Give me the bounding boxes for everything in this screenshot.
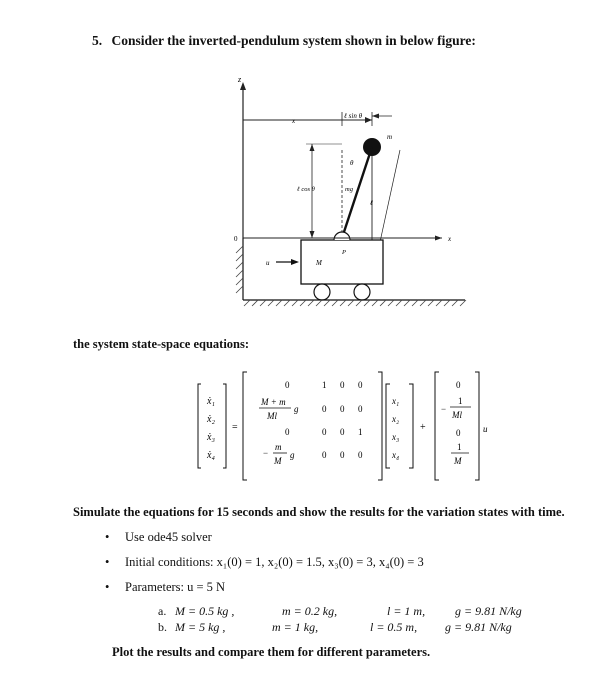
a-11: 0: [285, 380, 290, 390]
equals-sign: =: [232, 422, 238, 433]
top-dimension-arrow: [365, 117, 372, 123]
x-1: x₁: [392, 396, 400, 406]
cart-mass-label: M: [316, 259, 322, 267]
lhs-1: ẋ₁: [207, 396, 215, 407]
state-space-label: the system state-space equations:: [73, 337, 250, 351]
bullet-dot: •: [105, 555, 110, 569]
wheel-right: [354, 284, 370, 300]
mg-label: mg: [345, 186, 353, 193]
a-22: 0: [322, 404, 327, 414]
a-44: 0: [358, 450, 363, 460]
input-u: u: [483, 424, 488, 434]
question-number: 5.: [92, 33, 103, 48]
a-42: 0: [322, 450, 327, 460]
a-14: 0: [358, 380, 363, 390]
bullet-text: Parameters: u = 5 N: [125, 580, 226, 594]
bullet-dot: •: [105, 580, 110, 594]
b-4-denominator: M: [454, 456, 462, 466]
param-M: M = 5 kg ,: [175, 620, 226, 634]
row-tag: b.: [158, 620, 167, 634]
cart: [301, 240, 383, 284]
b-2-denominator: Ml: [452, 410, 462, 420]
inverted-pendulum-figure: [220, 70, 470, 310]
state-vector: [386, 384, 413, 468]
bullet-text: Use ode45 solver: [125, 530, 212, 544]
a-41-minus: −: [263, 448, 269, 458]
a-41-numerator: m: [275, 442, 282, 452]
bullet-item: [105, 555, 424, 570]
x-4: x₄: [392, 450, 400, 460]
lhs-3: ẋ₃: [207, 432, 215, 443]
m-label: m: [387, 133, 393, 141]
b-4-numerator: 1: [457, 442, 462, 452]
l-sin-theta-label: ℓ sin θ: [344, 112, 363, 120]
param-m: m = 0.2 kg,: [282, 604, 338, 618]
bullet-dot: •: [105, 530, 110, 544]
l-cos-theta-label: ℓ cos θ: [297, 186, 315, 193]
plus-sign: +: [420, 422, 426, 433]
a-33: 0: [340, 427, 345, 437]
a-21-numerator: M + m: [261, 397, 286, 407]
z-axis-label: z: [238, 75, 242, 84]
pivot-label: P: [342, 249, 346, 256]
b-2-numerator: 1: [458, 396, 463, 406]
lcos-arrow-bottom: [310, 231, 315, 238]
x-2: x₂: [392, 414, 400, 424]
ground-hatch: [244, 300, 466, 306]
wheel-left: [314, 284, 330, 300]
question-title: [92, 33, 476, 49]
a-31: 0: [285, 427, 290, 437]
param-l: l = 1 m,: [387, 604, 426, 618]
param-g: g = 9.81 N/kg: [455, 604, 522, 618]
l-label: ℓ: [370, 199, 373, 207]
bullet-item: [105, 530, 212, 545]
origin-label: 0: [234, 235, 238, 243]
force-arrow: [291, 259, 299, 265]
a-34: 1: [358, 427, 363, 437]
closing-instruction: Plot the results and compare them for different parameters.: [112, 645, 431, 659]
a-21-g: g: [294, 404, 299, 414]
l-dimension: [380, 150, 400, 242]
a-41-g: g: [290, 450, 295, 460]
param-M: M = 0.5 kg ,: [175, 604, 235, 618]
top-x-label: x: [292, 117, 296, 125]
force-label: u: [266, 259, 270, 267]
lsin-arrow: [372, 114, 379, 119]
a-12: 1: [322, 380, 327, 390]
x-axis-label: x: [448, 235, 452, 243]
param-l: l = 0.5 m,: [370, 620, 418, 634]
b-1: 0: [456, 380, 461, 390]
b-3: 0: [456, 428, 461, 438]
lhs-vector: [198, 384, 226, 468]
bullet-item: [105, 580, 226, 595]
a-13: 0: [340, 380, 345, 390]
b-2-minus: −: [441, 404, 447, 414]
row-tag: a.: [158, 604, 167, 618]
a-32: 0: [322, 427, 327, 437]
wall-hatch: [236, 246, 243, 293]
question-text: Consider the inverted-pendulum system shown in below figure:: [111, 33, 476, 48]
x-3: x₃: [392, 432, 400, 442]
param-g: g = 9.81 N/kg: [445, 620, 512, 634]
theta-label: θ: [350, 159, 354, 167]
x-axis-arrow: [435, 236, 442, 241]
input-vector: [435, 372, 479, 480]
a-21-denominator: Ml: [267, 411, 277, 421]
lcos-arrow-top: [310, 144, 315, 151]
param-m: m = 1 kg,: [272, 620, 319, 634]
lhs-4: ẋ₄: [207, 450, 215, 461]
state-space-equation: [195, 370, 495, 485]
pivot: [334, 232, 350, 240]
matrix-a: [243, 372, 382, 480]
a-41-denominator: M: [274, 456, 282, 466]
a-23: 0: [340, 404, 345, 414]
bullet-text: Initial conditions: x₁(0) = 1, x₂(0) = 1.5, x₃(0) = 3, x₄(0) = 3: [125, 555, 424, 569]
a-43: 0: [340, 450, 345, 460]
lhs-2: ẋ₂: [207, 414, 215, 425]
simulate-instruction: Simulate the equations for 15 seconds and show the results for the variation states with time.: [73, 505, 565, 519]
a-24: 0: [358, 404, 363, 414]
